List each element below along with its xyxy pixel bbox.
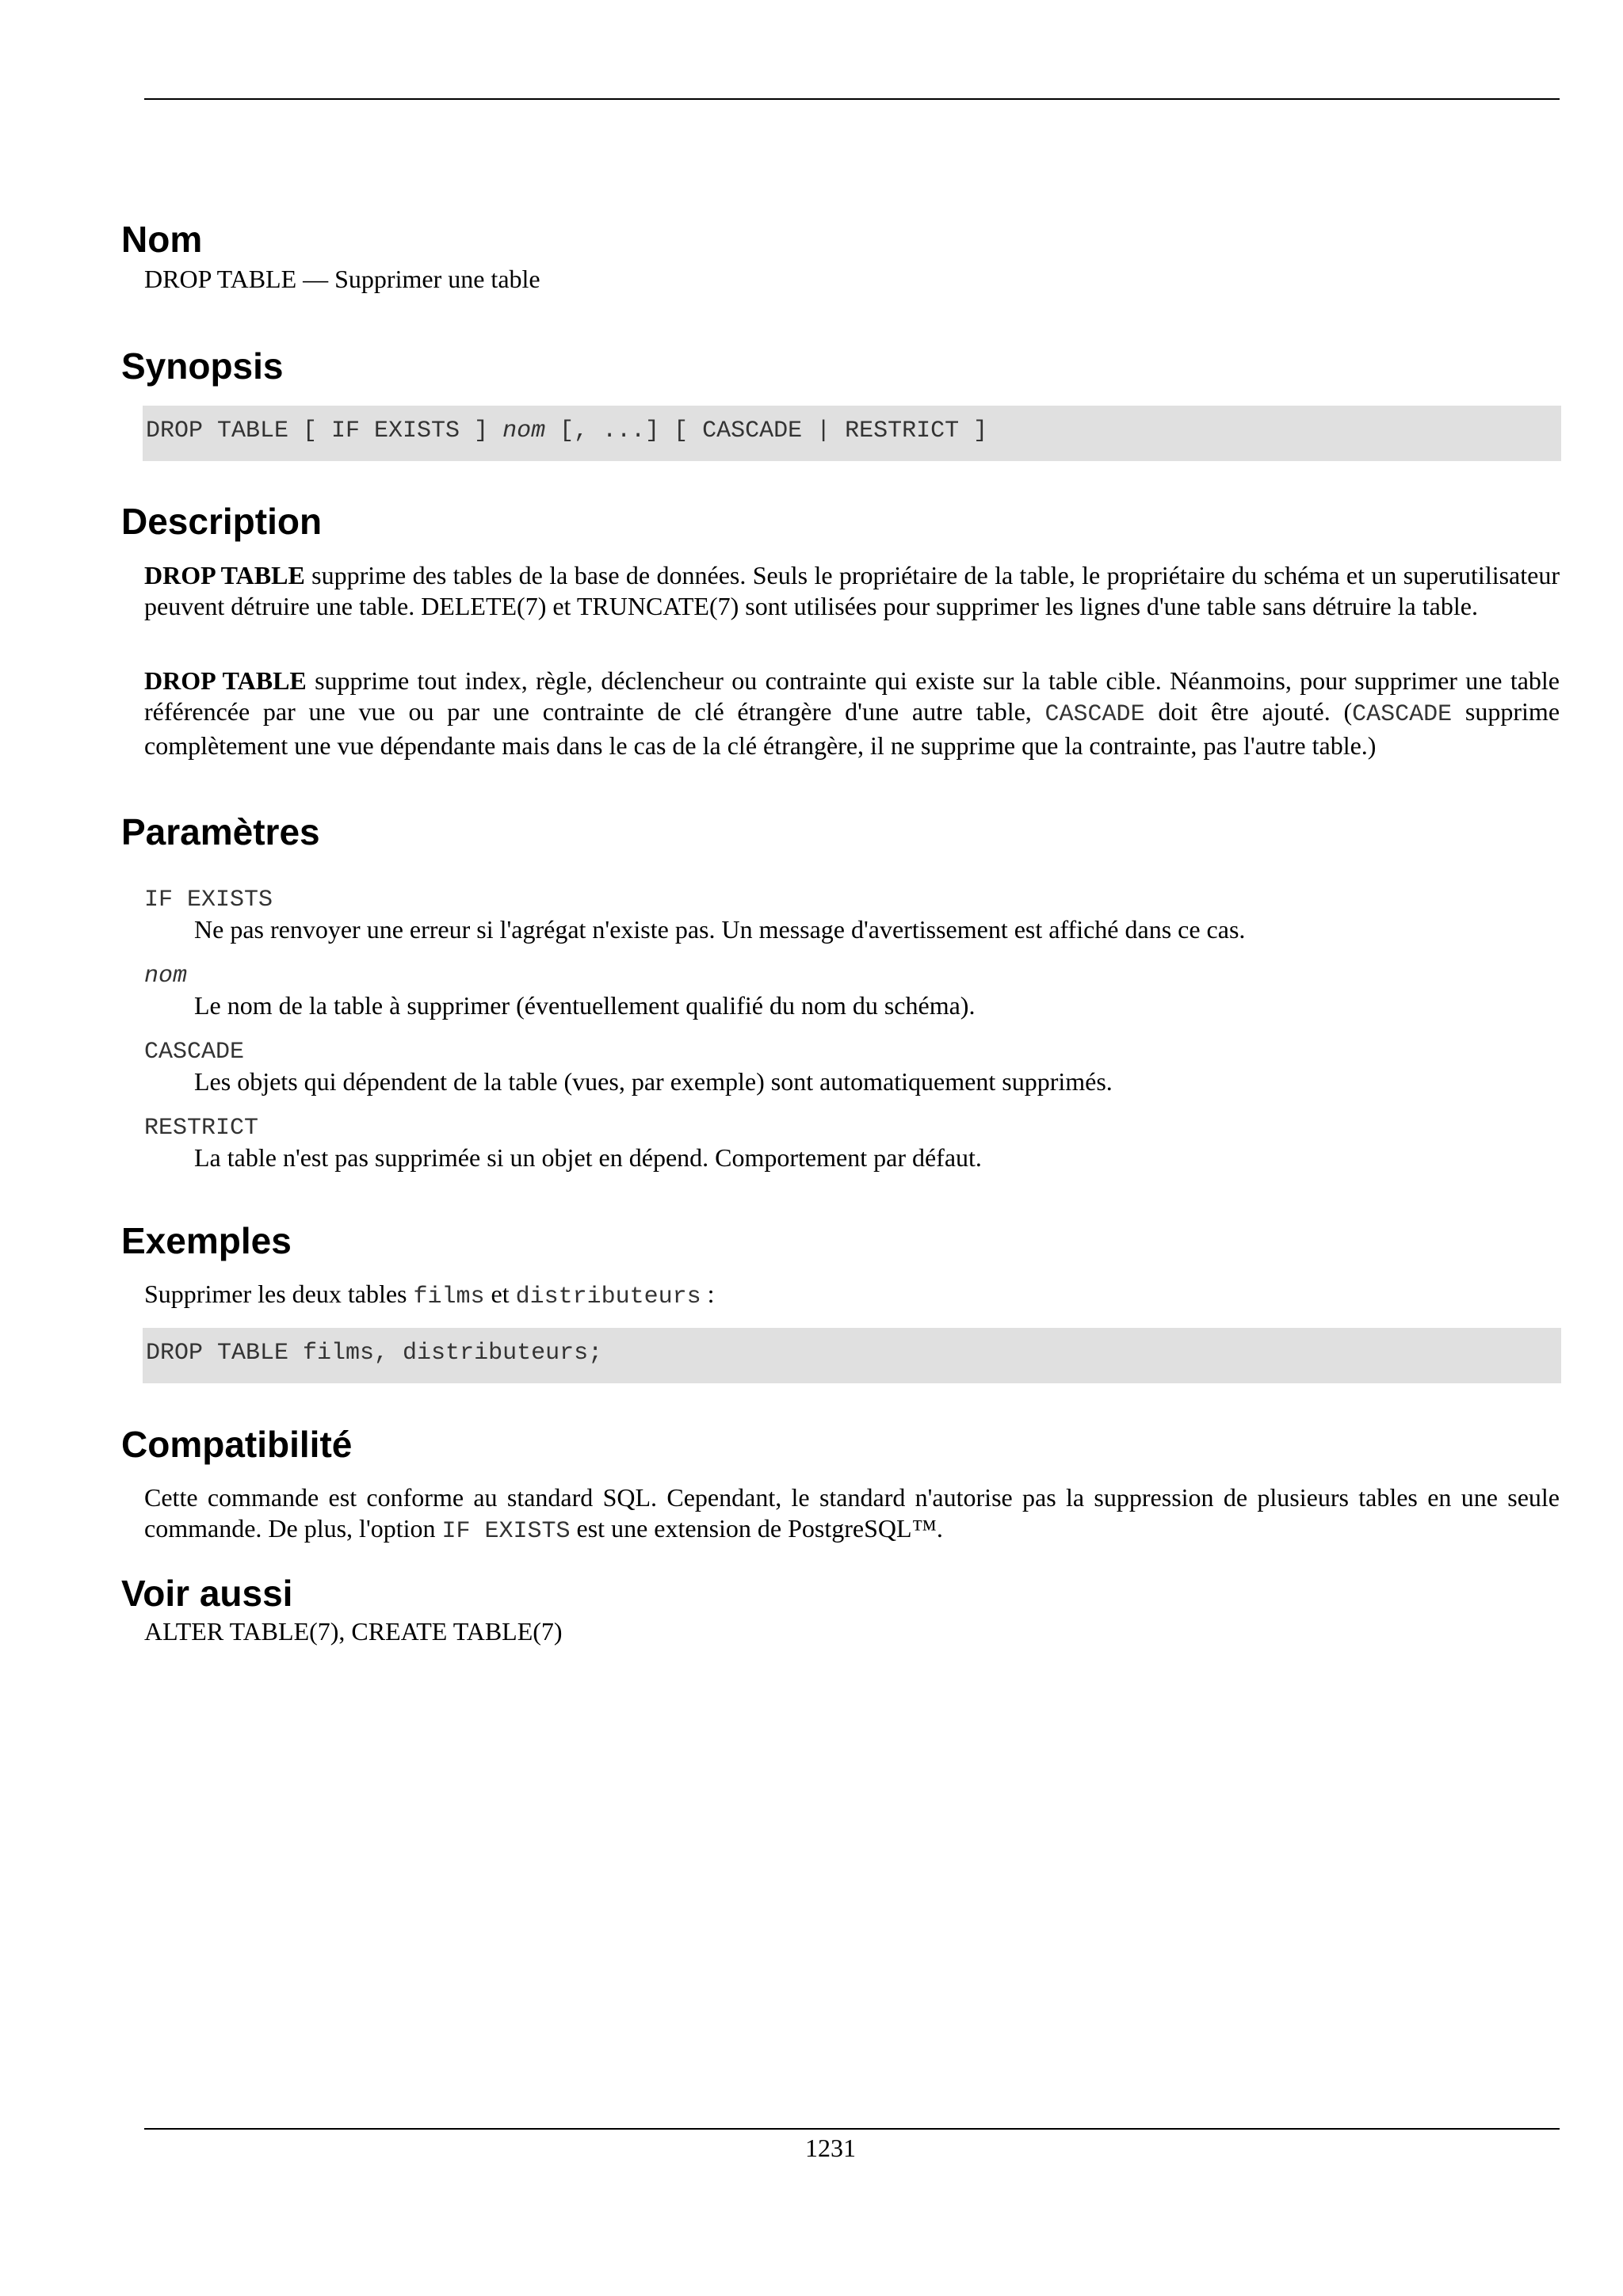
synopsis-code-param: nom	[502, 418, 546, 444]
voir-aussi-text: ALTER TABLE(7), CREATE TABLE(7)	[144, 1617, 563, 1646]
description-p2-text-a: supprime tout index, règle, déclencheur ou contrainte qui existe sur la table cible. Néanmoins, pour supprimer une table référencée par une vue ou par une contrainte de clé étrangère d'une autre table,	[144, 666, 1560, 726]
exemples-intro-b: et	[484, 1280, 516, 1308]
exemples-intro-a: Supprimer les deux tables	[144, 1280, 414, 1308]
description-p2-code-a: CASCADE	[1044, 701, 1145, 728]
exemples-intro-c: :	[701, 1280, 715, 1308]
heading-description: Description	[121, 501, 323, 542]
param-term-cascade: CASCADE	[144, 1039, 245, 1066]
heading-exemples: Exemples	[121, 1220, 292, 1261]
exemples-intro	[144, 1279, 1560, 1313]
description-p2-text-c: supprime complètement une vue dépendante mais dans le cas de la clé étrangère, il ne supprime que la contrainte, pas l'autre table.)	[144, 697, 1560, 760]
param-def-nom: Le nom de la table à supprimer (éventuellement qualifié du nom du schéma).	[194, 991, 976, 1020]
heading-parametres: Paramètres	[121, 811, 320, 852]
param-term-restrict: RESTRICT	[144, 1115, 259, 1142]
synopsis-code-block	[143, 406, 1561, 461]
compatibilite-paragraph	[144, 1482, 1560, 1547]
compatibilite-code: IF EXISTS	[441, 1518, 571, 1545]
header-rule	[144, 98, 1560, 100]
footer-rule	[144, 2128, 1560, 2130]
compatibilite-text-b: est une extension de PostgreSQL™.	[570, 1514, 943, 1543]
synopsis-code	[146, 417, 1558, 445]
nom-text: DROP TABLE — Supprimer une table	[144, 265, 540, 293]
param-def-if-exists: Ne pas renvoyer une erreur si l'agrégat n'existe pas. Un message d'avertissement est affiché dans ce cas.	[194, 915, 1246, 944]
description-paragraph-2	[144, 666, 1560, 761]
heading-nom: Nom	[121, 219, 203, 260]
exemples-code-block	[143, 1328, 1561, 1383]
param-term-if-exists: IF EXISTS	[144, 887, 273, 913]
description-p2-text-b: doit être ajouté. (	[1144, 697, 1353, 726]
exemples-intro-code-a: films	[413, 1283, 485, 1310]
heading-synopsis: Synopsis	[121, 345, 284, 387]
description-p1-bold: DROP TABLE	[144, 561, 305, 589]
heading-compatibilite: Compatibilité	[121, 1424, 353, 1465]
param-term-nom: nom	[144, 963, 188, 990]
description-p2-bold: DROP TABLE	[144, 666, 307, 695]
exemples-code: DROP TABLE films, distributeurs;	[146, 1340, 603, 1367]
description-p1-text: supprime des tables de la base de données. Seuls le propriétaire de la table, le propriétaire du schéma et un superutilisateur peuvent détruire une table. DELETE(7) et TRUNCATE(7) sont utilisées pour supprimer les lignes d'une table sans détruire la table.	[144, 561, 1560, 620]
synopsis-code-post: [, ...] [ CASCADE | RESTRICT ]	[545, 418, 988, 444]
exemples-intro-code-b: distributeurs	[515, 1283, 701, 1310]
synopsis-code-pre: DROP TABLE [ IF EXISTS ]	[146, 418, 503, 444]
description-p2-code-b: CASCADE	[1352, 701, 1453, 728]
description-paragraph-1	[144, 560, 1560, 622]
compatibilite-text-a: Cette commande est conforme au standard SQL. Cependant, le standard n'autorise pas la suppression de plusieurs tables en une seule commande. De plus, l'option	[144, 1483, 1560, 1543]
param-def-restrict: La table n'est pas supprimée si un objet en dépend. Comportement par défaut.	[194, 1143, 982, 1172]
heading-voir-aussi: Voir aussi	[121, 1573, 293, 1614]
page-number: 1231	[805, 2134, 856, 2162]
param-def-cascade: Les objets qui dépendent de la table (vues, par exemple) sont automatiquement supprimés.	[194, 1067, 1113, 1096]
